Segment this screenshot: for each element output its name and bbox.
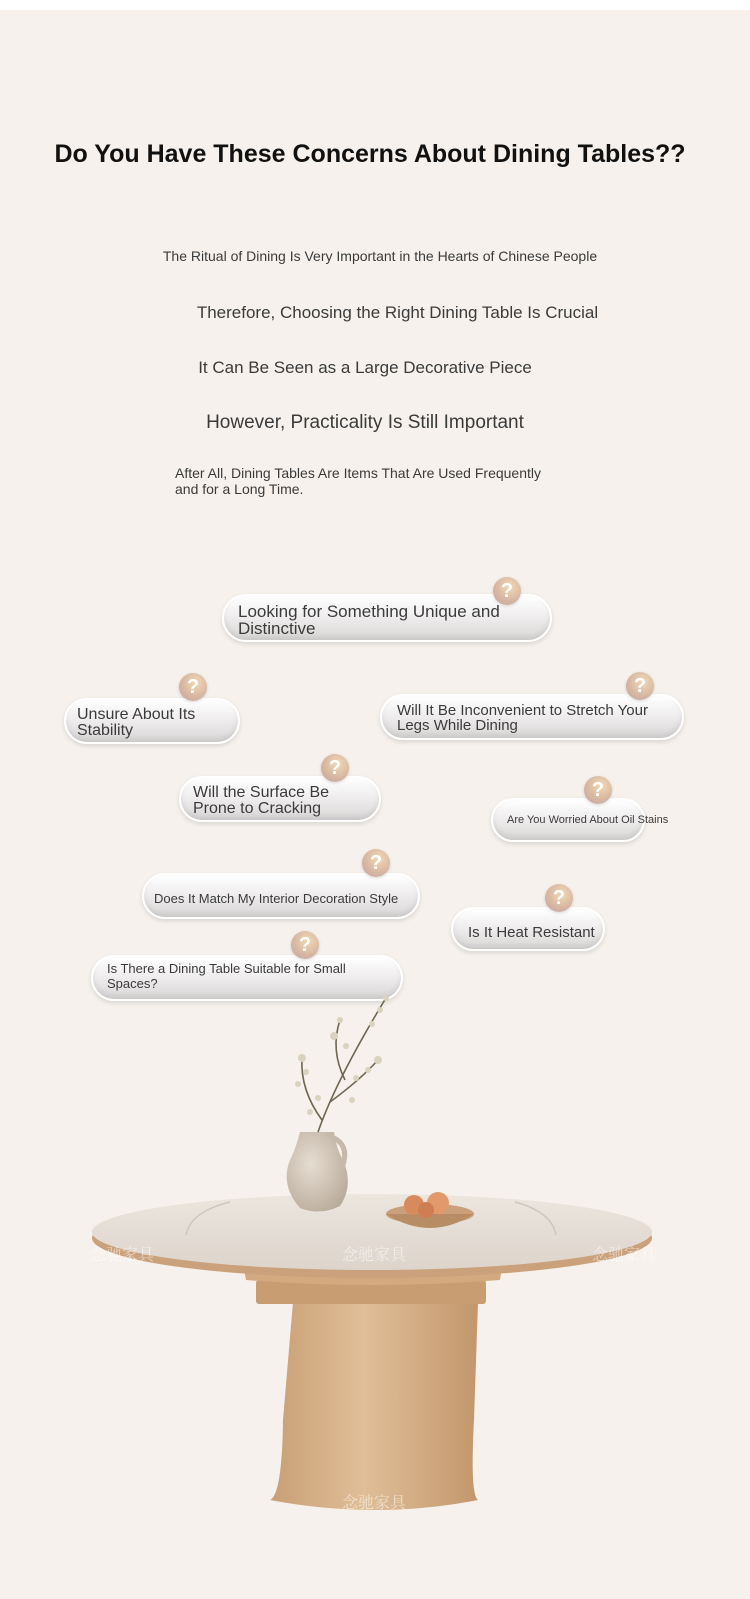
concern-decor-text: Does It Match My Interior Decoration Style <box>154 891 399 906</box>
intro-line-3: It Can Be Seen as a Large Decorative Piece <box>198 358 532 377</box>
watermark: 念驰家具 <box>342 1495 407 1512</box>
question-mark-icon: ? <box>291 931 319 959</box>
watermark: 念驰家具 <box>592 1247 657 1264</box>
question-mark-icon: ? <box>179 673 207 701</box>
top-strip <box>0 0 750 10</box>
intro-line-1: The Ritual of Dining Is Very Important in the Hearts of Chinese People <box>162 248 598 264</box>
concern-unique-text: Looking for Something Unique and Distinctive <box>238 602 500 638</box>
question-mark-icon: ? <box>584 776 612 804</box>
page-heading: Do You Have These Concerns About Dining Tables?? <box>54 140 686 168</box>
question-mark-icon: ? <box>545 884 573 912</box>
question-mark-icon: ? <box>362 849 390 877</box>
pedestal-base <box>270 1302 478 1510</box>
branch-stems <box>302 998 386 1132</box>
question-mark-icon: ? <box>626 672 654 700</box>
question-mark-icon: ? <box>321 754 349 782</box>
fruit <box>418 1202 434 1218</box>
concern-small-text: Is There a Dining Table Suitable for Small Spaces? <box>107 961 346 991</box>
watermark: 念驰家具 <box>90 1247 155 1264</box>
intro-line-2: Therefore, Choosing the Right Dining Table Is Crucial <box>196 303 599 322</box>
concern-legs-text: Will It Be Inconvenient to Stretch Your Legs While Dining <box>397 702 648 734</box>
intro-line-5: After All, Dining Tables Are Items That Are Used Frequently and for a Long Time. <box>175 465 541 497</box>
watermark: 念驰家具 <box>342 1247 407 1264</box>
intro-line-4: However, Practicality Is Still Important <box>206 412 524 433</box>
concern-heat-text: Is It Heat Resistant <box>468 924 595 941</box>
concern-stability-text: Unsure About Its Stability <box>77 706 196 739</box>
question-mark-icon: ? <box>493 577 521 605</box>
concern-oil-text: Are You Worried About Oil Stains <box>507 814 669 826</box>
concern-cracking-text: Will the Surface Be Prone to Cracking <box>193 784 330 817</box>
